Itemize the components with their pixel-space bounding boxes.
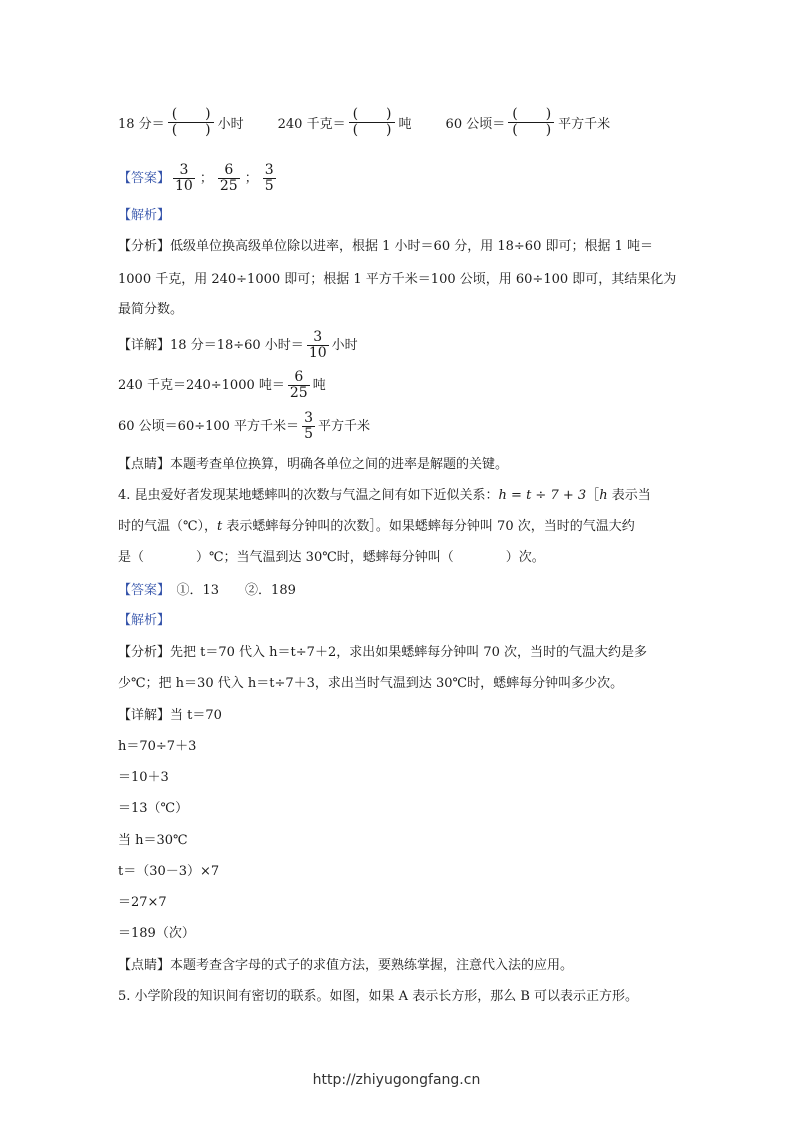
q4-detail-line: ＝10＋3 bbox=[118, 770, 169, 785]
q4-detail-line: h＝70÷7＋3 bbox=[118, 739, 197, 754]
q4-detail-line: ＝27×7 bbox=[118, 895, 167, 910]
conversion-kilograms: 240 千克＝ $\frac{( )}{( )}$ 吨 bbox=[277, 106, 412, 138]
q3-answer: 【答案】 $\frac{3}{10}$ ； $\frac{6}{25}$ ； $\frac{3}{5}$ bbox=[118, 162, 274, 194]
conversion-minutes: 18 分＝ $\frac{( )}{( )}$ 小时 bbox=[118, 106, 244, 138]
q4-stem-line: 时的气温（℃），t 表示蟋蟀每分钟叫的次数］。如果蟋蟀每分钟叫 70 次，当时的气温大约 bbox=[118, 519, 635, 534]
blank-fraction: $\frac{( )}{( )}$ bbox=[508, 107, 555, 138]
footer-url[interactable]: http://zhiyugongfang.cn bbox=[312, 1072, 481, 1088]
answer-fraction: $\frac{6}{25}$ bbox=[219, 162, 238, 194]
analysis-tag: 【解析】 bbox=[118, 613, 171, 628]
answer-tag: 【答案】 bbox=[118, 170, 171, 186]
q4-answer: 【答案】 ①．13 ②．189 bbox=[118, 583, 296, 598]
answer-fraction: $\frac{3}{5}$ bbox=[264, 162, 274, 194]
q3-detail-line: 【详解】 18 分＝18÷60 小时＝ $\frac{3}{10}$ 小时 bbox=[118, 329, 358, 361]
q4-stem-line: 是（ ）℃；当气温到达 30℃时，蟋蟀每分钟叫（ ）次。 bbox=[118, 550, 545, 565]
q4-detail-line: ＝13（℃） bbox=[118, 801, 189, 816]
q4-stem-line: 4. 昆虫爱好者发现某地蟋蟀叫的次数与气温之间有如下近似关系：h = t ÷ 7 + 3［h 表示当 bbox=[118, 488, 651, 503]
blank-fraction: $\frac{( )}{( )}$ bbox=[168, 107, 215, 138]
q3-fenxi-line: 【分析】低级单位换高级单位除以进率，根据 1 小时＝60 分，用 18÷60 即可；根据 1 吨＝ bbox=[118, 239, 654, 254]
answer-fraction: $\frac{3}{10}$ bbox=[175, 162, 193, 194]
q4-detail-line: 【详解】当 t＝70 bbox=[118, 708, 222, 723]
blank-fraction: $\frac{( )}{( )}$ bbox=[349, 107, 396, 138]
q3-detail-line: 240 千克＝240÷1000 吨＝ $\frac{6}{25}$ 吨 bbox=[118, 369, 326, 401]
q4-fenxi-line: 【分析】先把 t＝70 代入 h＝t÷7＋2，求出如果蟋蟀每分钟叫 70 次，当时的气温大约是多 bbox=[118, 645, 648, 660]
q4-detail-line: 当 h＝30℃ bbox=[118, 833, 188, 848]
conversion-hectares: 60 公顷＝ $\frac{( )}{( )}$ 平方千米 bbox=[445, 106, 611, 138]
q4-dianjing: 【点睛】本题考查含字母的式子的求值方法，要熟练掌握，注意代入法的应用。 bbox=[118, 958, 574, 973]
q3-dianjing: 【点睛】本题考查单位换算，明确各单位之间的进率是解题的关键。 bbox=[118, 457, 509, 472]
q3-fenxi-line: 1000 千克，用 240÷1000 即可；根据 1 平方千米＝100 公顷，用 60÷100 即可，其结果化为 bbox=[118, 272, 677, 287]
q5-stem: 5. 小学阶段的知识间有密切的联系。如图，如果 A 表示长方形，那么 B 可以表示正方形。 bbox=[118, 989, 639, 1004]
conversion-row bbox=[118, 107, 644, 138]
q3-fenxi-line: 最简分数。 bbox=[118, 302, 184, 317]
q4-detail-line: ＝189（次） bbox=[118, 926, 195, 941]
analysis-tag: 【解析】 bbox=[118, 208, 171, 223]
q3-detail-line: 60 公顷＝60÷100 平方千米＝ $\frac{3}{5}$ 平方千米 bbox=[118, 410, 370, 442]
q4-detail-line: t＝（30－3）×7 bbox=[118, 864, 220, 879]
q4-fenxi-line: 少℃；把 h＝30 代入 h＝t÷7＋3，求出当时气温到达 30℃时，蟋蟀每分钟叫多少次。 bbox=[118, 676, 624, 691]
